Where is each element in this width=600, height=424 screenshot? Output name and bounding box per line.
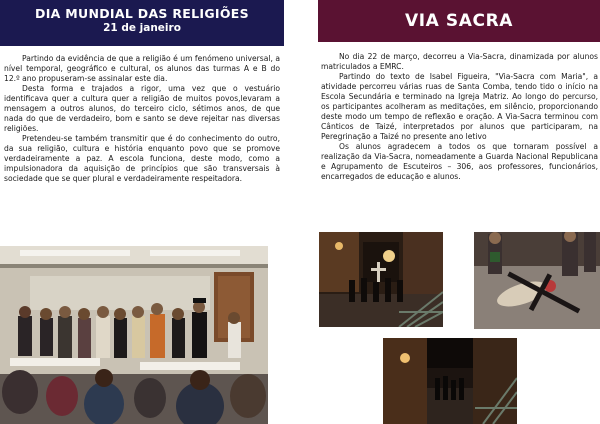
classroom-presentation-photo: [0, 246, 268, 424]
left-article-subtitle: 21 de janeiro: [103, 22, 181, 34]
procession-alley-photo: [383, 338, 517, 424]
left-paragraph-1: Partindo da evidência de que a religião é um fenómeno universal, a nível temporal, geográfico e cultural, os alunos das turmas A e B do 12.º ano propuseram-se assinalar este dia.: [4, 54, 280, 83]
left-title-banner: [0, 0, 284, 46]
cross-on-pavement-photo: [474, 232, 600, 329]
left-article-body: [4, 54, 280, 184]
right-paragraph-3: Os alunos agradecem a todos os que tornaram possível a realização da Via-Sacra, nomeadamente a Guarda Nacional Republicana e Agrupamento de Escuteiros – 306, aos professores, funcionários, encarregados de educação e alunos.: [321, 142, 598, 181]
right-title-banner: [318, 0, 600, 42]
right-article-title: VIA SACRA: [404, 11, 514, 31]
left-article-title: DIA MUNDIAL DAS RELIGIÕES: [35, 6, 249, 21]
right-article-body: [321, 52, 598, 182]
right-paragraph-2: Partindo do texto de Isabel Figueira, "Via-Sacra com Maria", a atividade percorreu várias ruas de Santa Comba, tendo tido o início na Escola Secundária e terminado na Igreja Matriz. Ao longo do percurso, os participantes acolheram as meditações, em silêncio, proporcionando deste modo um tempo de reflexão e oração. A Via-Sacra terminou com Cânticos de Taizé, interpretados por alunos que participaram, na Peregrinação a Taizé no presente ano letivo: [321, 72, 598, 141]
left-paragraph-3: Pretendeu-se também transmitir que é do conhecimento do outro, da sua religião, cultura e história enquanto povo que se promove verdadeiramente a paz. A escola funciona, deste modo, como a impulsionadora da aquisição de princípios que são transversais à sociedade que se quer plural e verdadeiramente respeitadora.: [4, 134, 280, 183]
left-paragraph-2: Desta forma e trajados a rigor, uma vez que o vestuário identificava quer a cultura quer a religião de muitos povos,levaram a mensagem a outros alunos, do terceiro ciclo, sétimos anos, de que nada do que de verdadeiro, bom e santo se deve rejeitar nas diversas religiões.: [4, 84, 280, 133]
right-paragraph-1: No dia 22 de março, decorreu a Via-Sacra, dinamizada por alunos matriculados a EMRC.: [321, 52, 598, 71]
night-procession-street-photo: [319, 232, 443, 327]
